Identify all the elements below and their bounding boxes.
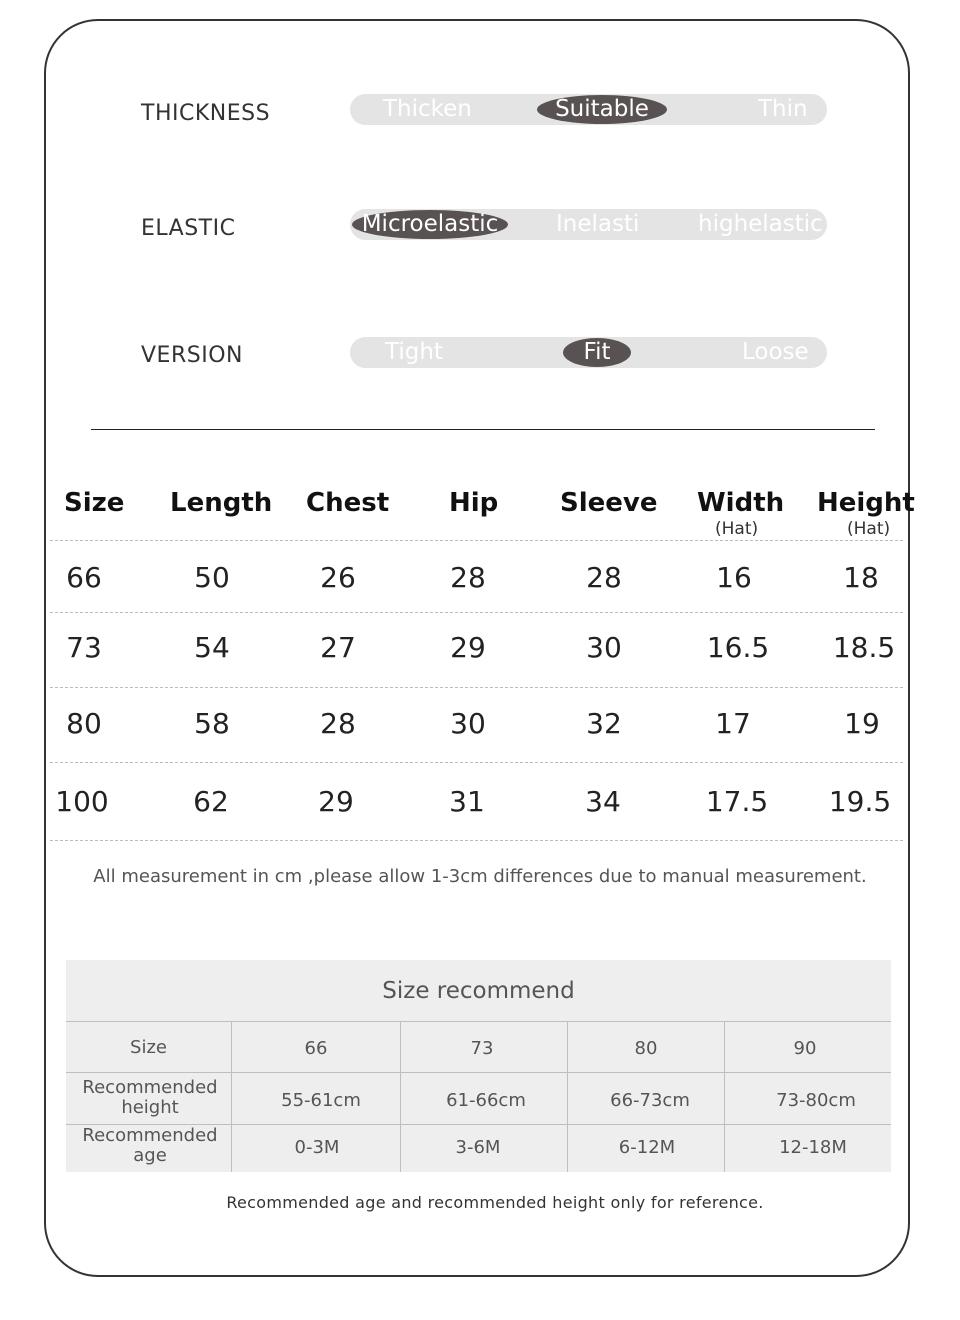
- recommend-size: 90: [793, 1038, 817, 1059]
- table-cell: 29: [450, 631, 486, 664]
- table-cell: 100: [55, 785, 109, 818]
- version-scale: [350, 337, 827, 368]
- recommend-size: 73: [470, 1038, 494, 1059]
- recommend-size: 80: [634, 1038, 658, 1059]
- reference-footnote: Recommended age and recommended height only for reference.: [226, 1193, 764, 1212]
- thickness-scale: [350, 94, 827, 125]
- table-cell: 31: [449, 785, 485, 818]
- table-rule: [724, 1021, 725, 1172]
- size-recommend-table: [66, 960, 891, 1172]
- table-cell: 54: [194, 631, 230, 664]
- table-cell: 26: [320, 561, 356, 594]
- table-cell: 19.5: [828, 785, 892, 818]
- table-cell: 32: [586, 707, 622, 740]
- version-option-fit-selected: Fit: [563, 338, 631, 367]
- recommend-age: 3-6M: [455, 1137, 501, 1158]
- table-cell: 80: [66, 707, 102, 740]
- thickness-option-thicken: Thicken: [383, 96, 472, 122]
- elastic-label: ELASTIC: [141, 216, 236, 241]
- recommend-age: 6-12M: [618, 1137, 676, 1158]
- recommend-height: 73-80cm: [776, 1090, 856, 1111]
- table-cell: 17: [715, 707, 751, 740]
- recommend-height: 66-73cm: [610, 1090, 690, 1111]
- row-divider: [50, 687, 903, 688]
- table-cell: 29: [318, 785, 354, 818]
- row-divider: [50, 612, 903, 613]
- row-divider: [50, 762, 903, 763]
- elastic-option-microelastic-selected: Microelastic: [352, 210, 508, 239]
- recommend-height: 55-61cm: [281, 1090, 361, 1111]
- row-divider: [50, 840, 903, 841]
- table-cell: 30: [450, 707, 486, 740]
- table-cell: 34: [585, 785, 621, 818]
- table-cell: 58: [194, 707, 230, 740]
- height-subheader: (Hat): [847, 519, 891, 539]
- table-cell: 50: [194, 561, 230, 594]
- table-cell: 30: [586, 631, 622, 664]
- table-cell: 66: [66, 561, 102, 594]
- table-cell: 17.5: [705, 785, 769, 818]
- col-header-height: Height: [817, 488, 915, 518]
- measurement-note: All measurement in cm ,please allow 1-3cm differences due to manual measurement.: [93, 866, 867, 887]
- table-cell: 18.5: [832, 631, 896, 664]
- col-header-sleeve: Sleeve: [560, 488, 658, 518]
- table-cell: 28: [450, 561, 486, 594]
- recommend-size: 66: [304, 1038, 328, 1059]
- col-header-size: Size: [64, 488, 125, 518]
- table-cell: 18: [843, 561, 879, 594]
- size-recommend-title: Size recommend: [382, 978, 575, 1004]
- table-rule: [66, 1021, 891, 1022]
- col-header-chest: Chest: [306, 488, 390, 518]
- version-label: VERSION: [141, 343, 243, 368]
- elastic-scale: [350, 209, 827, 240]
- table-cell: 62: [193, 785, 229, 818]
- recommend-age: 0-3M: [294, 1137, 340, 1158]
- row-label-age: Recommended age: [82, 1125, 218, 1166]
- elastic-option-highelastic: highelastic: [698, 211, 823, 237]
- table-rule: [66, 1072, 891, 1073]
- elastic-option-inelasti: Inelasti: [556, 211, 640, 237]
- table-cell: 16: [716, 561, 752, 594]
- table-cell: 19: [844, 707, 880, 740]
- recommend-age: 12-18M: [779, 1137, 847, 1158]
- table-rule: [231, 1021, 232, 1172]
- thickness-option-suitable-selected: Suitable: [537, 95, 667, 124]
- table-cell: 16.5: [706, 631, 770, 664]
- col-header-length: Length: [170, 488, 273, 518]
- row-divider: [50, 540, 903, 541]
- table-rule: [567, 1021, 568, 1172]
- row-label-size: Size: [130, 1037, 167, 1058]
- table-rule: [400, 1021, 401, 1172]
- col-header-width: Width: [697, 488, 785, 518]
- table-cell: 27: [320, 631, 356, 664]
- version-option-loose: Loose: [742, 339, 809, 365]
- width-subheader: (Hat): [715, 519, 759, 539]
- table-cell: 28: [320, 707, 356, 740]
- table-cell: 73: [66, 631, 102, 664]
- col-header-hip: Hip: [449, 488, 499, 518]
- thickness-option-thin: Thin: [758, 96, 808, 122]
- table-cell: 28: [586, 561, 622, 594]
- recommend-height: 61-66cm: [446, 1090, 526, 1111]
- section-divider: [91, 429, 875, 430]
- thickness-label: THICKNESS: [141, 101, 271, 126]
- row-label-height: Recommended height: [82, 1077, 218, 1118]
- version-option-tight: Tight: [385, 339, 443, 365]
